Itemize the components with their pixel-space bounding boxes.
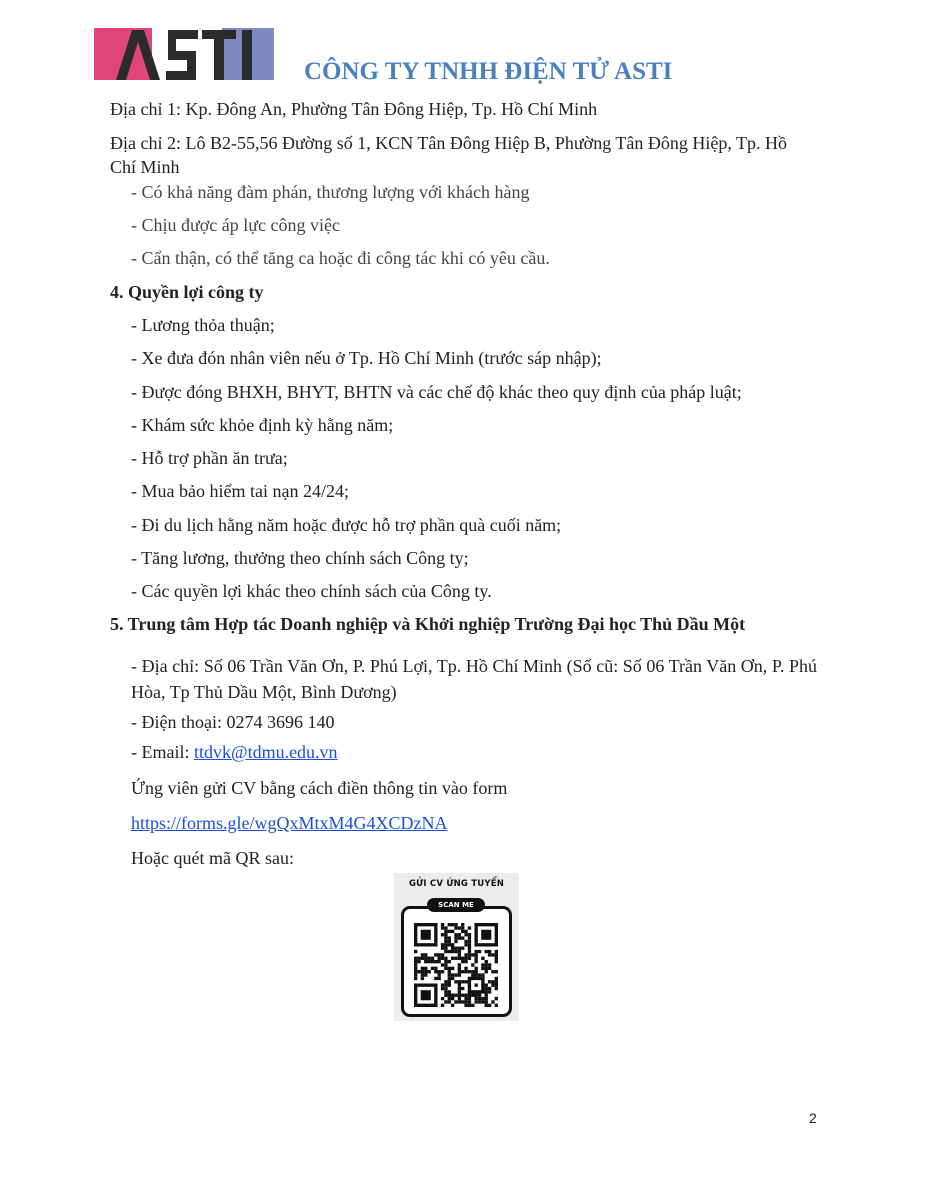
benefit-item: - Xe đưa đón nhân viên nếu ở Tp. Hồ Chí Minh (trước sáp nhập); [131,348,602,368]
asti-logo [94,28,274,80]
page-number: 2 [809,1110,817,1126]
scan-me-badge: SCAN ME [427,898,485,912]
benefit-item: - Đi du lịch hằng năm hoặc được hỗ trợ phần quà cuối năm; [131,515,562,535]
center-address: - Địa chỉ: Số 06 Trần Văn Ơn, P. Phú Lợi, Tp. Hồ Chí Minh (Số cũ: Số 06 Trần Văn Ơn, P. Phú Hòa, Tp Thủ Dầu Một, Bình Dương) [131,656,817,702]
benefits-heading: 4. Quyền lợi công ty [110,282,264,302]
qr-code-icon [414,923,498,1007]
center-heading: 5. Trung tâm Hợp tác Doanh nghiệp và Khởi nghiệp Trường Đại học Thủ Dầu Một [110,614,746,634]
cv-instruction: Ứng viên gửi CV bằng cách điền thông tin vào form [131,778,508,798]
benefit-item: - Lương thỏa thuận; [131,315,275,335]
requirement-item: - Chịu được áp lực công việc [131,215,340,235]
qr-title: GỬI CV ỨNG TUYỂN [408,879,505,889]
form-link-line [131,811,448,835]
benefit-item: - Hỗ trợ phần ăn trưa; [131,448,288,468]
company-name: CÔNG TY TNHH ĐIỆN TỬ ASTI [304,58,673,85]
benefit-item: - Khám sức khỏe định kỳ hằng năm; [131,415,394,435]
address-2: Địa chỉ 2: Lô B2-55,56 Đường số 1, KCN Tân Đông Hiệp B, Phường Tân Đông Hiệp, Tp. Hồ Chí Minh [110,133,788,177]
email-link[interactable]: ttdvk@tdmu.edu.vn [193,742,338,762]
address-1: Địa chỉ 1: Kp. Đông An, Phường Tân Đông Hiệp, Tp. Hồ Chí Minh [110,99,598,119]
qr-instruction: Hoặc quét mã QR sau: [131,848,294,868]
form-link[interactable]: https://forms.gle/wgQxMtxM4G4XCDzNA [131,813,448,833]
qr-card [394,873,519,1021]
center-phone: - Điện thoại: 0274 3696 140 [131,712,335,732]
requirement-item: - Có khả năng đàm phán, thương lượng với khách hàng [131,182,530,202]
benefit-item: - Các quyền lợi khác theo chính sách của Công ty. [131,581,492,601]
benefit-item: - Mua bảo hiểm tai nạn 24/24; [131,481,349,501]
benefit-item: - Được đóng BHXH, BHYT, BHTN và các chế độ khác theo quy định của pháp luật; [131,382,742,402]
center-email-line [131,740,338,764]
benefit-item: - Tăng lương, thưởng theo chính sách Công ty; [131,548,469,568]
requirement-item: - Cẩn thận, có thể tăng ca hoặc đi công tác khi có yêu cầu. [131,248,550,268]
email-label: - Email: [131,742,194,762]
